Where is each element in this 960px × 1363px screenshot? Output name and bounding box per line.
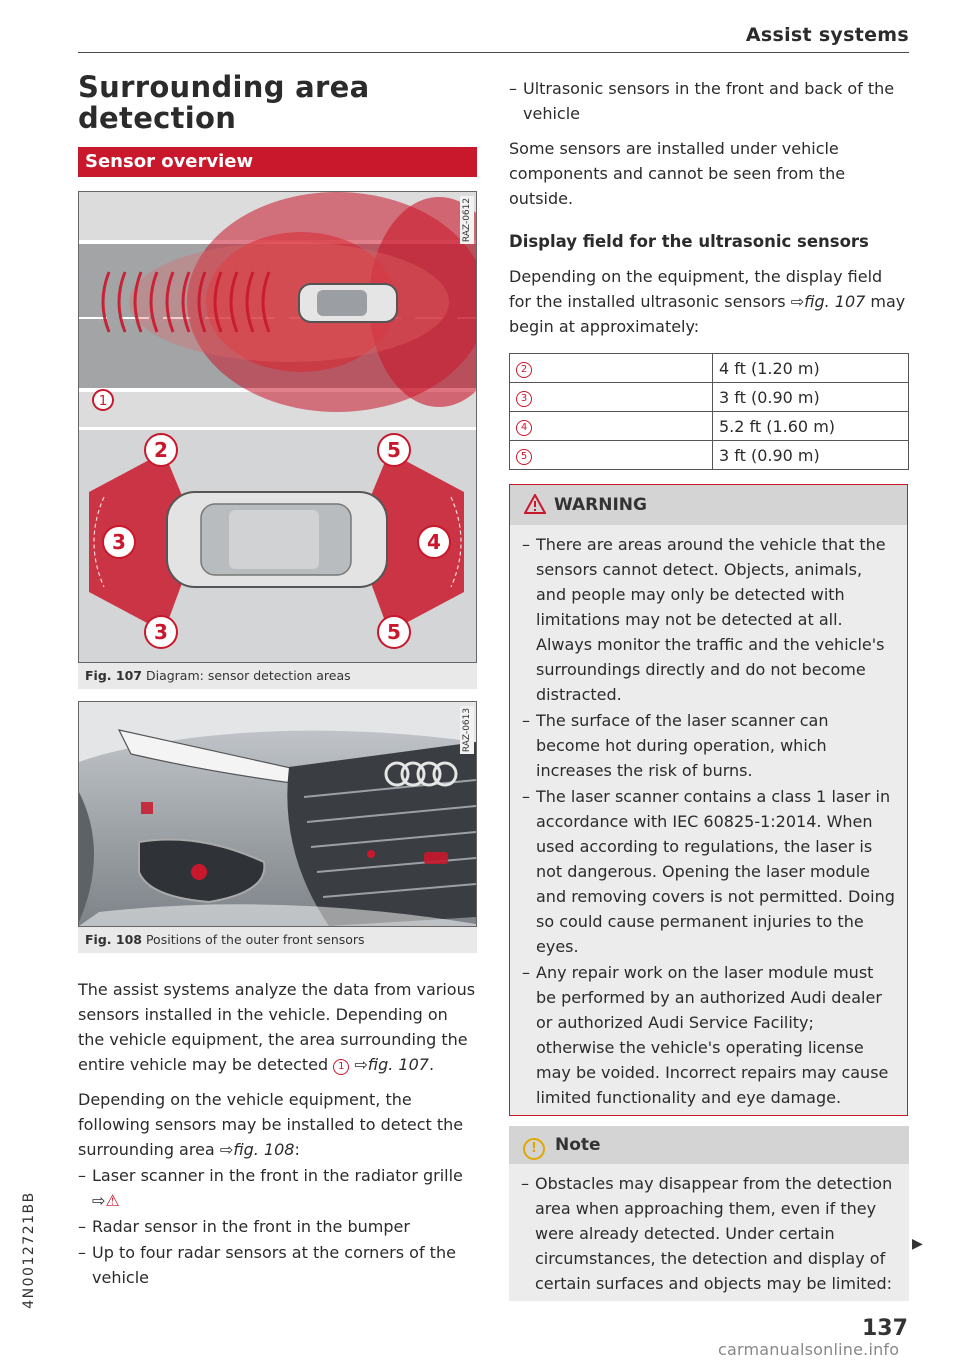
note-box bbox=[509, 1126, 909, 1301]
fig-107-link[interactable]: fig. 107 bbox=[367, 1055, 429, 1074]
note-info-icon: ! bbox=[523, 1138, 545, 1160]
callout-2-icon bbox=[103, 526, 135, 558]
callout-1-icon bbox=[93, 390, 113, 410]
list-item: – Ultrasonic sensors in the front and back of the vehicle bbox=[509, 76, 909, 126]
side-code-text: 4N0012721BB bbox=[21, 1191, 37, 1309]
page-header bbox=[78, 18, 909, 53]
arrow-icon: ⇨ bbox=[790, 292, 805, 311]
caption-label: Fig. 108 bbox=[85, 932, 142, 947]
radar-sensor-marker bbox=[191, 864, 207, 880]
arrow-icon: ⇨ bbox=[219, 1140, 234, 1159]
caption-text: Diagram: sensor detection areas bbox=[145, 668, 351, 683]
callout-3-upper-label: 2 bbox=[154, 438, 168, 462]
para-text: may begin at approximately: bbox=[509, 292, 906, 336]
warning-header bbox=[510, 485, 907, 525]
callout-5-upper-icon bbox=[378, 434, 410, 466]
para-text: Depending on the equipment, the display field for the installed ultrasonic sensors bbox=[509, 267, 883, 311]
figure-108 bbox=[78, 701, 477, 927]
header-section-title: Assist systems bbox=[745, 24, 909, 46]
warning-item: – The laser scanner contains a class 1 laser in accordance with IEC 60825-1:2014. When used according to regulations, the laser is not dangerous. Opening the laser module and removing covers is not permitted. Doing so could cause permanent injuries to the eyes. bbox=[522, 784, 895, 959]
figure-code-text: RAZ-0612 bbox=[462, 197, 472, 243]
note-title: Note bbox=[555, 1135, 601, 1155]
arrow-icon: ⇨ bbox=[92, 1191, 106, 1210]
warning-ref-icon[interactable]: ⚠ bbox=[105, 1191, 120, 1210]
callout-4-icon bbox=[418, 526, 450, 558]
body-paragraph bbox=[509, 264, 909, 339]
figure-107-caption bbox=[78, 663, 477, 689]
section-bar: Sensor overview bbox=[78, 147, 477, 177]
list-item: – Radar sensor in the front in the bumper bbox=[78, 1214, 477, 1239]
warning-triangle-icon bbox=[524, 494, 546, 514]
figure-108-caption bbox=[78, 927, 477, 953]
list-item: – Up to four radar sensors at the corners of the vehicle bbox=[78, 1240, 477, 1290]
list-item-text: Laser scanner in the front in the radiator grille bbox=[92, 1166, 463, 1185]
corner-sensor-marker bbox=[141, 802, 153, 814]
callout-3-lower-icon bbox=[145, 616, 177, 648]
callout-5-upper-label: 5 bbox=[387, 438, 401, 462]
note-header bbox=[509, 1126, 909, 1164]
body-paragraph bbox=[78, 977, 477, 1077]
callout-3-upper-icon bbox=[145, 434, 177, 466]
para-end: : bbox=[294, 1140, 300, 1159]
side-document-code bbox=[14, 1180, 44, 1320]
callout-2-label: 3 bbox=[112, 530, 126, 554]
page-number: 137 bbox=[862, 1316, 908, 1341]
callout-3-icon: 3 bbox=[516, 391, 532, 407]
para-text: The assist systems analyze the data from various sensors installed in the vehicle. Depending on the vehicle equipment, the area surrounding the entire vehicle may be detected bbox=[78, 980, 476, 1074]
warning-body bbox=[510, 525, 907, 1115]
left-column bbox=[78, 70, 477, 1291]
sensor-diagram bbox=[79, 192, 476, 662]
callout-3-lower-label: 3 bbox=[154, 620, 168, 644]
warning-item: – The surface of the laser scanner can become hot during operation, which increases the risk of burns. bbox=[522, 708, 895, 783]
callout-4-label: 4 bbox=[427, 530, 441, 554]
laser-scanner-marker bbox=[424, 852, 448, 864]
table-cell: 3 ft (0.90 m) bbox=[713, 441, 909, 470]
callout-5-icon: 5 bbox=[516, 449, 532, 465]
table-row bbox=[510, 441, 909, 470]
caption-text: Positions of the outer front sensors bbox=[145, 932, 365, 947]
subheading: Display field for the ultrasonic sensors bbox=[509, 232, 869, 251]
warning-item: – There are areas around the vehicle that the sensors cannot detect. Objects, animals, and people may only be detected with limitations may not be detected at all. Always monitor the traffic and the vehicle's surroundings directly and do not become distracted. bbox=[522, 532, 895, 707]
table-cell: 3 ft (0.90 m) bbox=[713, 383, 909, 412]
warning-title: WARNING bbox=[554, 495, 647, 515]
table-cell: 4 ft (1.20 m) bbox=[713, 354, 909, 383]
table-row bbox=[510, 354, 909, 383]
table-row bbox=[510, 412, 909, 441]
para-text: Depending on the vehicle equipment, the following sensors may be installed to detect the surrounding area bbox=[78, 1090, 464, 1159]
watermark: carmanualsonline.info bbox=[718, 1340, 900, 1359]
callout-1-label: 1 bbox=[98, 394, 108, 409]
car-front-illustration bbox=[79, 702, 476, 926]
arrow-icon: ⇨ bbox=[354, 1055, 368, 1074]
callout-1-ref-icon: 1 bbox=[333, 1059, 349, 1075]
right-column bbox=[509, 70, 909, 1301]
note-item: – Obstacles may disappear from the detection area when approaching them, even if they were already detected. Under certain circumstances, the detection and display of certain surfaces and objects may be limited: bbox=[521, 1171, 897, 1296]
para-end: . bbox=[428, 1055, 435, 1074]
fig-108-link[interactable]: fig. 108 bbox=[233, 1140, 295, 1159]
warning-box bbox=[509, 484, 908, 1116]
callout-4-icon: 4 bbox=[516, 420, 532, 436]
list-item bbox=[78, 1163, 477, 1213]
warning-item: – Any repair work on the laser module must be performed by an authorized Audi dealer or authorized Audi Service Facility; otherwise the vehicle's operating license may be voided. Incorrect repairs may cause limited functionality and eye damage. bbox=[522, 960, 895, 1110]
body-paragraph: Some sensors are installed under vehicle components and cannot be seen from the outside. bbox=[509, 139, 846, 208]
table-row bbox=[510, 383, 909, 412]
caption-label: Fig. 107 bbox=[85, 668, 142, 683]
fig-107-link[interactable]: fig. 107 bbox=[804, 292, 866, 311]
table-cell: 5.2 ft (1.60 m) bbox=[713, 412, 909, 441]
body-paragraph bbox=[78, 1087, 477, 1162]
display-field-table bbox=[509, 353, 909, 470]
page-title: Surrounding area detection bbox=[78, 70, 370, 135]
figure-code bbox=[460, 196, 474, 244]
callout-5-lower-label: 5 bbox=[387, 620, 401, 644]
figure-code bbox=[460, 706, 474, 754]
note-body bbox=[509, 1164, 909, 1301]
callout-5-lower-icon bbox=[378, 616, 410, 648]
callout-2-icon: 2 bbox=[516, 362, 532, 378]
figure-107 bbox=[78, 191, 477, 663]
continue-arrow-icon[interactable]: ▶ bbox=[912, 1236, 923, 1252]
figure-code-text: RAZ-0613 bbox=[462, 707, 472, 753]
